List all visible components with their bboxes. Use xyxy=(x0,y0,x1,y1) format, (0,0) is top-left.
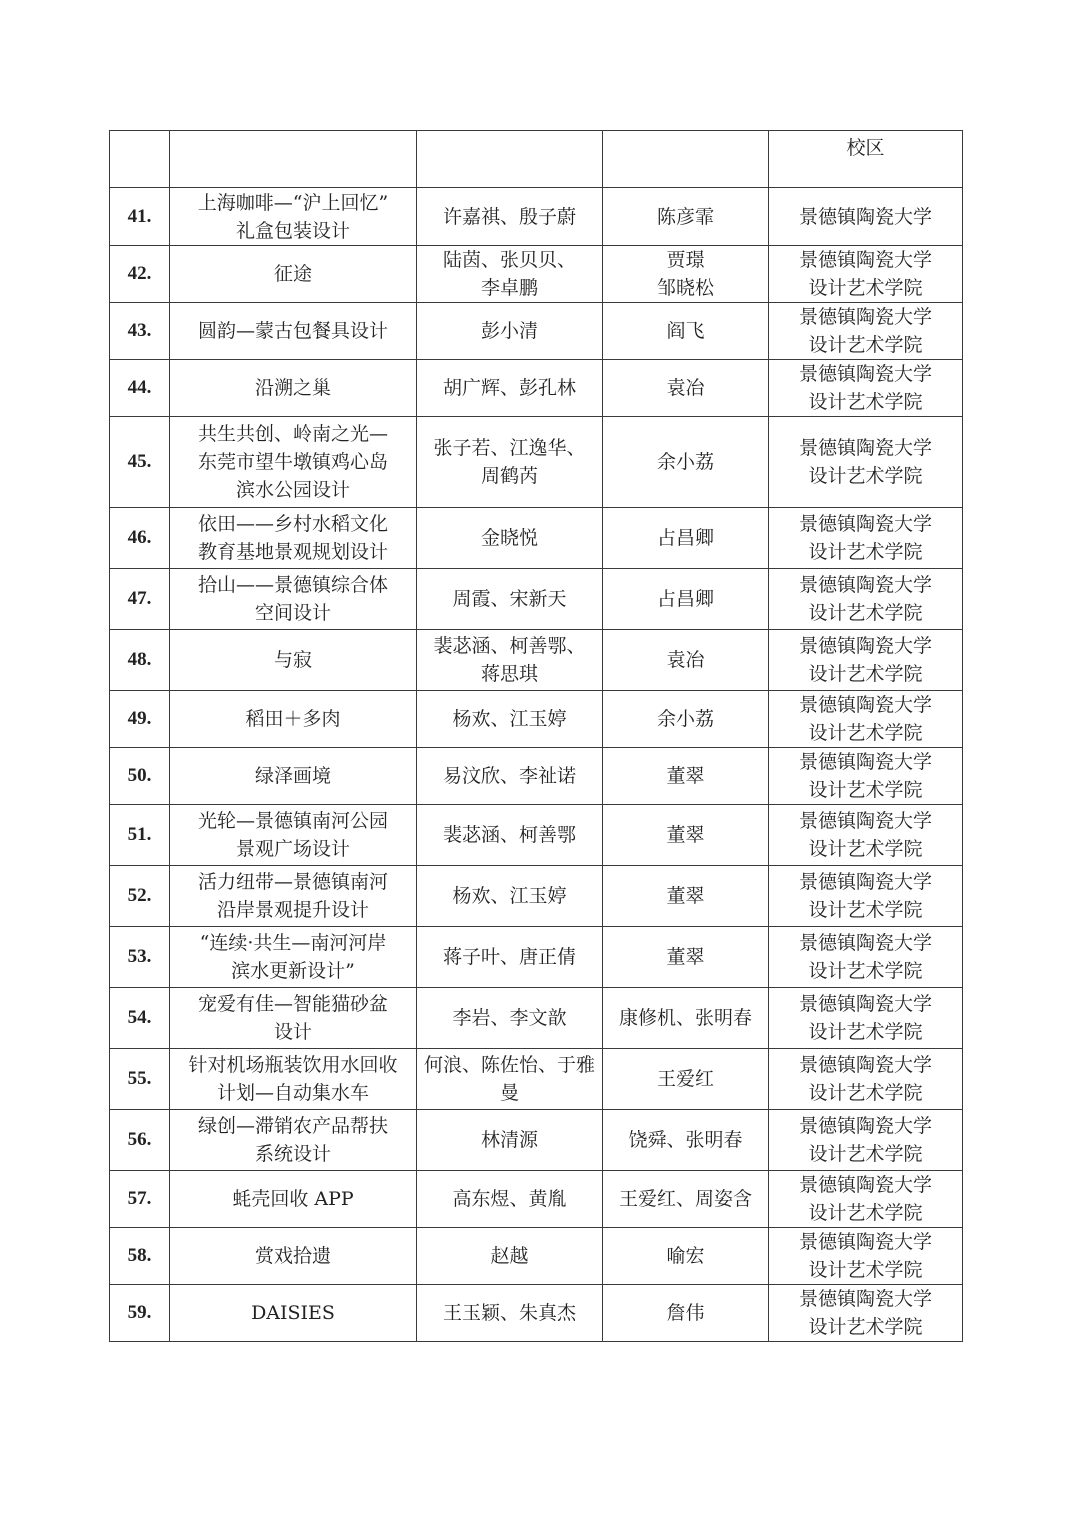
entry-number: 42. xyxy=(110,246,170,303)
entry-students: 杨欢、江玉婷 xyxy=(417,866,603,927)
entry-title: 绿创—滞销农产品帮扶 系统设计 xyxy=(170,1110,417,1171)
entry-students: 杨欢、江玉婷 xyxy=(417,691,603,748)
entry-title: “连续·共生—南河河岸 滨水更新设计” xyxy=(170,927,417,988)
table-row xyxy=(110,988,963,1049)
entry-school: 景德镇陶瓷大学 设计艺术学院 xyxy=(769,569,963,630)
entry-school: 景德镇陶瓷大学 设计艺术学院 xyxy=(769,1228,963,1285)
entry-title: 针对机场瓶装饮用水回收 计划—自动集水车 xyxy=(170,1049,417,1110)
table-row xyxy=(110,360,963,417)
table-row xyxy=(110,866,963,927)
table-row xyxy=(110,417,963,508)
entry-number: 59. xyxy=(110,1285,170,1342)
table-row xyxy=(110,1110,963,1171)
entry-title: 依田——乡村水稻文化 教育基地景观规划设计 xyxy=(170,508,417,569)
entry-students: 易汶欣、李祉诺 xyxy=(417,748,603,805)
entry-number: 51. xyxy=(110,805,170,866)
entry-number: 58. xyxy=(110,1228,170,1285)
entry-number: 41. xyxy=(110,188,170,246)
entry-students: 张子若、江逸华、 周鹤芮 xyxy=(417,417,603,508)
table-header-row xyxy=(110,131,963,188)
entry-title: 宠爱有佳—智能猫砂盆 设计 xyxy=(170,988,417,1049)
entry-number: 54. xyxy=(110,988,170,1049)
entry-title: 光轮—景德镇南河公园 景观广场设计 xyxy=(170,805,417,866)
entry-advisor: 饶舜、张明春 xyxy=(603,1110,769,1171)
table-row xyxy=(110,1049,963,1110)
entry-number: 57. xyxy=(110,1171,170,1228)
entry-number: 44. xyxy=(110,360,170,417)
header-cell-title xyxy=(170,131,417,188)
entry-students: 胡广辉、彭孔林 xyxy=(417,360,603,417)
entry-students: 彭小清 xyxy=(417,303,603,360)
entry-students: 蒋子叶、唐正倩 xyxy=(417,927,603,988)
table-row xyxy=(110,303,963,360)
entry-school: 景德镇陶瓷大学 设计艺术学院 xyxy=(769,303,963,360)
entry-school: 景德镇陶瓷大学 设计艺术学院 xyxy=(769,691,963,748)
entry-school: 景德镇陶瓷大学 设计艺术学院 xyxy=(769,1049,963,1110)
entry-school: 景德镇陶瓷大学 设计艺术学院 xyxy=(769,748,963,805)
entry-advisor: 袁冶 xyxy=(603,360,769,417)
entry-school: 景德镇陶瓷大学 设计艺术学院 xyxy=(769,630,963,691)
table-row xyxy=(110,569,963,630)
entry-title: 与寂 xyxy=(170,630,417,691)
entry-title: DAISIES xyxy=(170,1285,417,1342)
entry-number: 48. xyxy=(110,630,170,691)
table-row xyxy=(110,1228,963,1285)
entry-title: 蚝壳回收 APP xyxy=(170,1171,417,1228)
entry-school: 景德镇陶瓷大学 设计艺术学院 xyxy=(769,508,963,569)
entry-school: 景德镇陶瓷大学 设计艺术学院 xyxy=(769,805,963,866)
header-cell-advisor xyxy=(603,131,769,188)
entry-school: 景德镇陶瓷大学 设计艺术学院 xyxy=(769,417,963,508)
entry-students: 许嘉祺、殷子蔚 xyxy=(417,188,603,246)
header-cell-students xyxy=(417,131,603,188)
entry-school: 景德镇陶瓷大学 设计艺术学院 xyxy=(769,927,963,988)
entry-students: 赵越 xyxy=(417,1228,603,1285)
entry-title: 圆韵—蒙古包餐具设计 xyxy=(170,303,417,360)
entry-number: 50. xyxy=(110,748,170,805)
entry-students: 金晓悦 xyxy=(417,508,603,569)
table-row xyxy=(110,927,963,988)
entry-school: 景德镇陶瓷大学 xyxy=(769,188,963,246)
entry-advisor: 陈彦霏 xyxy=(603,188,769,246)
table-row xyxy=(110,508,963,569)
entry-advisor: 贾璟 邹晓松 xyxy=(603,246,769,303)
entry-students: 陆茵、张贝贝、 李卓鹏 xyxy=(417,246,603,303)
entry-number: 46. xyxy=(110,508,170,569)
entry-number: 52. xyxy=(110,866,170,927)
entry-school: 景德镇陶瓷大学 设计艺术学院 xyxy=(769,360,963,417)
entry-number: 56. xyxy=(110,1110,170,1171)
entry-advisor: 王爱红 xyxy=(603,1049,769,1110)
table-row xyxy=(110,748,963,805)
entry-students: 李岩、李文歆 xyxy=(417,988,603,1049)
entry-number: 45. xyxy=(110,417,170,508)
entry-title: 拾山——景德镇综合体 空间设计 xyxy=(170,569,417,630)
entry-students: 裴苾涵、柯善鄂 xyxy=(417,805,603,866)
entry-school: 景德镇陶瓷大学 设计艺术学院 xyxy=(769,246,963,303)
header-cell-number xyxy=(110,131,170,188)
entry-advisor: 康修机、张明春 xyxy=(603,988,769,1049)
entry-number: 53. xyxy=(110,927,170,988)
entry-advisor: 占昌卿 xyxy=(603,508,769,569)
entry-number: 55. xyxy=(110,1049,170,1110)
entry-number: 47. xyxy=(110,569,170,630)
entry-students: 何浪、陈佐怡、于雅 曼 xyxy=(417,1049,603,1110)
entry-title: 沿溯之巢 xyxy=(170,360,417,417)
entry-advisor: 董翠 xyxy=(603,927,769,988)
entry-title: 赏戏拾遗 xyxy=(170,1228,417,1285)
table-row xyxy=(110,246,963,303)
entry-students: 裴苾涵、柯善鄂、 蒋思琪 xyxy=(417,630,603,691)
entry-students: 高东煜、黄胤 xyxy=(417,1171,603,1228)
entry-students: 林清源 xyxy=(417,1110,603,1171)
entry-school: 景德镇陶瓷大学 设计艺术学院 xyxy=(769,1171,963,1228)
entry-title: 征途 xyxy=(170,246,417,303)
entry-number: 49. xyxy=(110,691,170,748)
table-row xyxy=(110,1285,963,1342)
entry-school: 景德镇陶瓷大学 设计艺术学院 xyxy=(769,866,963,927)
entry-advisor: 喻宏 xyxy=(603,1228,769,1285)
entry-title: 稻田＋多肉 xyxy=(170,691,417,748)
table-row xyxy=(110,805,963,866)
entry-title: 绿泽画境 xyxy=(170,748,417,805)
entry-advisor: 占昌卿 xyxy=(603,569,769,630)
entry-school: 景德镇陶瓷大学 设计艺术学院 xyxy=(769,1285,963,1342)
header-cell-school: 校区 xyxy=(769,131,963,188)
entry-advisor: 余小荔 xyxy=(603,417,769,508)
table-row xyxy=(110,188,963,246)
entry-advisor: 董翠 xyxy=(603,866,769,927)
table-row xyxy=(110,630,963,691)
entry-advisor: 詹伟 xyxy=(603,1285,769,1342)
entry-students: 周霞、宋新天 xyxy=(417,569,603,630)
entry-advisor: 袁冶 xyxy=(603,630,769,691)
entry-students: 王玉颖、朱真杰 xyxy=(417,1285,603,1342)
entry-advisor: 余小荔 xyxy=(603,691,769,748)
entry-title: 上海咖啡—“沪上回忆” 礼盒包装设计 xyxy=(170,188,417,246)
entry-number: 43. xyxy=(110,303,170,360)
entry-advisor: 阎飞 xyxy=(603,303,769,360)
entry-title: 共生共创、岭南之光— 东莞市望牛墩镇鸡心岛 滨水公园设计 xyxy=(170,417,417,508)
entry-advisor: 王爱红、周姿含 xyxy=(603,1171,769,1228)
table-row xyxy=(110,691,963,748)
entry-advisor: 董翠 xyxy=(603,748,769,805)
entry-school: 景德镇陶瓷大学 设计艺术学院 xyxy=(769,988,963,1049)
entry-advisor: 董翠 xyxy=(603,805,769,866)
entry-school: 景德镇陶瓷大学 设计艺术学院 xyxy=(769,1110,963,1171)
entry-title: 活力纽带—景德镇南河 沿岸景观提升设计 xyxy=(170,866,417,927)
award-list-table xyxy=(109,130,963,1342)
table-row xyxy=(110,1171,963,1228)
